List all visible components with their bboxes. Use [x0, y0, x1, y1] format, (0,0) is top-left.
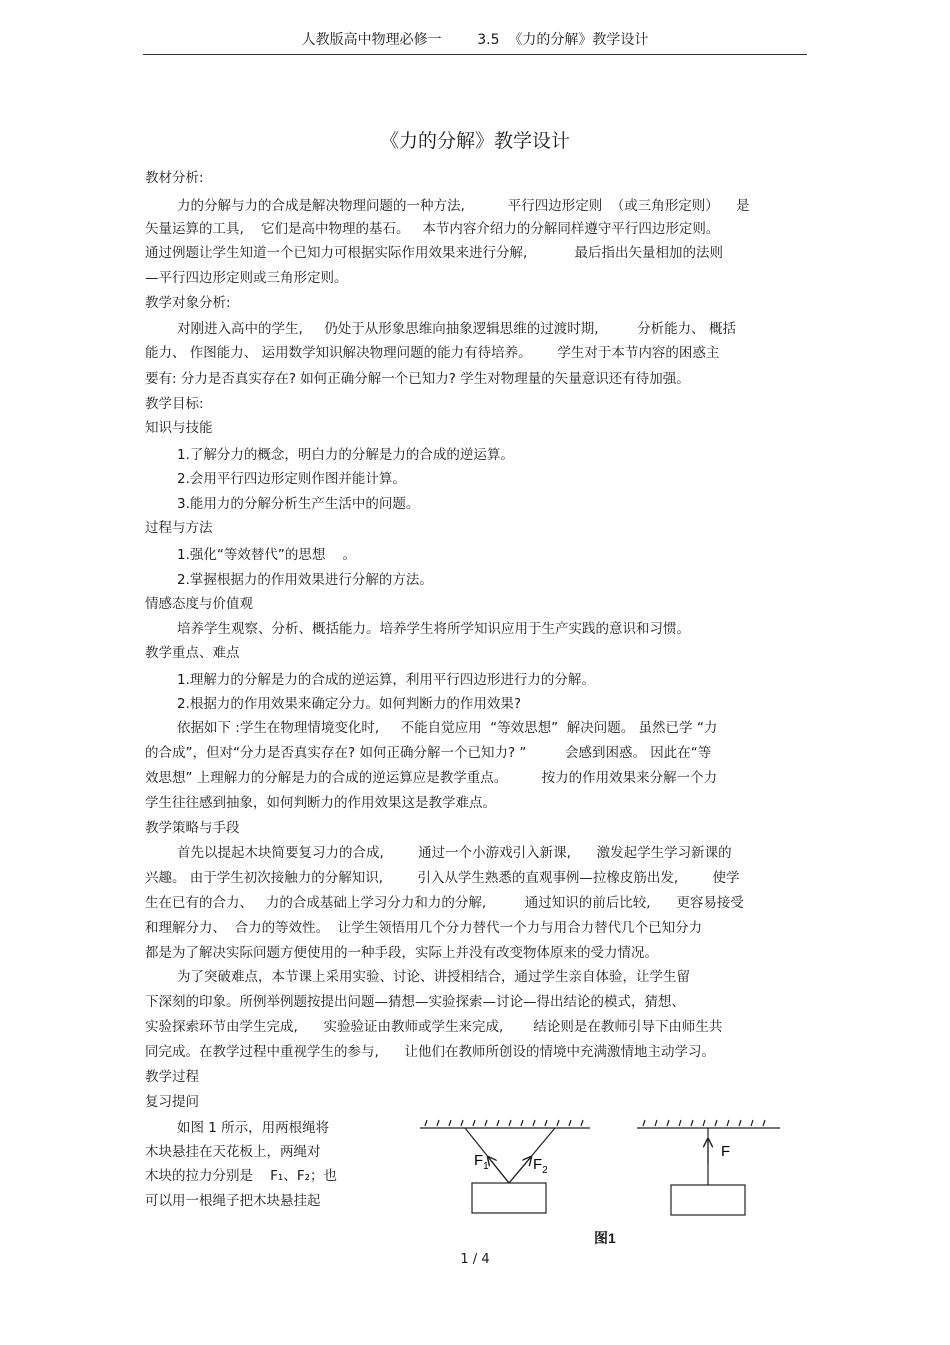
list-item: 2.根据力的作用效果来确定分力。如何判断力的作用效果? [177, 696, 522, 712]
paragraph-line: 生在已有的合力、 力的合成基础上学习分力和力的分解, 通过知识的前后比较, 更容易接受 [145, 895, 744, 911]
heading-textbook-analysis: 教材分析: [145, 170, 204, 186]
paragraph-line: 为了突破难点，本节课上采用实验、讨论、讲授相结合，通过学生亲自体验，让学生留 [177, 969, 690, 985]
paragraph-line: 依据如下 :学生在物理情境变化时, 不能自觉应用 “等效思想” 解决问题。 虽然已学 “力 [177, 720, 718, 736]
paragraph-line: 效思想” 上理解力的分解是力的合成的逆运算应是教学重点。 按力的作用效果来分解一个力 [145, 770, 718, 786]
heading-teaching-goals: 教学目标: [145, 396, 204, 412]
paragraph-line: 培养学生观察、分析、概括能力。培养学生将所学知识应用于生产实践的意识和习惯。 [177, 621, 690, 637]
figure-paragraph-line: 木块的拉力分别是 F₁、F₂；也 [145, 1168, 338, 1184]
document-title: 《力的分解》教学设计 [379, 130, 570, 152]
f1-label: $F_1$ [474, 1152, 489, 1172]
header-rule [143, 54, 807, 55]
list-item: 1.理解力的分解是力的合成的逆运算，利用平行四边形进行力的分解。 [177, 672, 595, 688]
list-item: 2.掌握根据力的作用效果进行分解的方法。 [177, 572, 433, 588]
block-left [472, 1183, 546, 1213]
heading-strategies: 教学策略与手段 [145, 820, 240, 836]
paragraph-line: 对刚进入高中的学生, 仍处于从形象思维向抽象逻辑思维的过渡时期, 分析能力、 概括 [177, 321, 736, 337]
ceiling-left [420, 1120, 590, 1128]
paragraph-line: 实验探索环节由学生完成, 实验验证由教师或学生来完成, 结论则是在教师引导下由师生共 [145, 1019, 723, 1035]
paragraph-line: 通过例题让学生知道一个已知力可根据实际作用效果来进行分解, 最后指出矢量相加的法则 [145, 245, 723, 261]
paragraph-line: 的合成”，但对“分力是否真实存在? 如何正确分解一个已知力? ” 会感到困惑。 因此在“等 [145, 745, 712, 761]
paragraph-line: 兴趣。 由于学生初次接触力的分解知识, 引入从学生熟悉的直观事例—拉橡皮筋出发, 使学 [145, 870, 740, 886]
paragraph-line: 都是为了解决实际问题方便使用的一种手段，实际上并没有改变物体原来的受力情况。 [145, 945, 658, 961]
subheading-process-methods: 过程与方法 [145, 520, 213, 536]
paragraph-line: 矢量运算的工具, 它们是高中物理的基石。 本节内容介绍力的分解同样遵守平行四边形定则。 [145, 221, 720, 237]
ceiling-right [637, 1120, 780, 1128]
list-item: 1.了解分力的概念，明白力的分解是力的合成的逆运算。 [177, 447, 514, 463]
heading-teaching-process: 教学过程 [145, 1069, 199, 1085]
paragraph-line: 和理解分力、 合力的等效性。 让学生领悟用几个分力替代一个力与用合力替代几个已知分力 [145, 920, 703, 936]
list-item: 3.能用力的分解分析生产生活中的问题。 [177, 496, 420, 512]
f-label: F [721, 1143, 731, 1160]
list-item: 2.会用平行四边形定则作图并能计算。 [177, 471, 406, 487]
paragraph-line: 能力、 作图能力、 运用数学知识解决物理问题的能力有待培养。 学生对于本节内容的困惑主 [145, 345, 720, 361]
f2-label: $F_2$ [533, 1156, 548, 1176]
heading-key-points: 教学重点、难点 [145, 645, 240, 661]
figure-paragraph-line: 如图 1 所示，用两根绳将 [177, 1120, 330, 1136]
paragraph-line: —平行四边形定则或三角形定则。 [145, 270, 348, 286]
heading-student-analysis: 教学对象分析: [145, 295, 231, 311]
list-item: 1.强化“等效替代”的思想 。 [177, 547, 357, 563]
figure-caption: 图1 [594, 1230, 616, 1246]
subheading-review: 复习提问 [145, 1094, 199, 1110]
subheading-attitude-values: 情感态度与价值观 [145, 596, 253, 612]
paragraph-line: 学生往往感到抽象，如何判断力的作用效果这是教学难点。 [145, 795, 496, 811]
paragraph-line: 同完成。在教学过程中重视学生的参与, 让他们在教师所创设的情境中充满激情地主动学习。 [145, 1044, 716, 1060]
paragraph-line: 下深刻的印象。所例举例题按提出问题—猜想—实验探索—讨论—得出结论的模式，猜想、 [145, 994, 685, 1010]
paragraph-line: 力的分解与力的合成是解决物理问题的一种方法, 平行四边形定则 （或三角形定则） 是 [177, 198, 750, 214]
paragraph-line: 首先以提起木块简要复习力的合成, 通过一个小游戏引入新课, 激发起学生学习新课的 [177, 845, 732, 861]
subheading-knowledge-skills: 知识与技能 [145, 420, 213, 436]
page-header: 人教版高中物理必修一 3.5 《力的分解》教学设计 [301, 32, 649, 48]
figure-paragraph-line: 可以用一根绳子把木块悬挂起 [145, 1193, 321, 1209]
force-decomposition-figure [415, 1115, 815, 1225]
paragraph-line: 要有: 分力是否真实存在? 如何正确分解一个已知力? 学生对物理量的矢量意识还有待加强。 [145, 371, 690, 387]
force-arrow-f1 [488, 1157, 509, 1183]
force-arrow-f2 [509, 1157, 531, 1183]
figure-paragraph-line: 木块悬挂在天花板上，两绳对 [145, 1144, 321, 1160]
page-number: 1 / 4 [460, 1252, 490, 1267]
block-right [671, 1185, 745, 1215]
